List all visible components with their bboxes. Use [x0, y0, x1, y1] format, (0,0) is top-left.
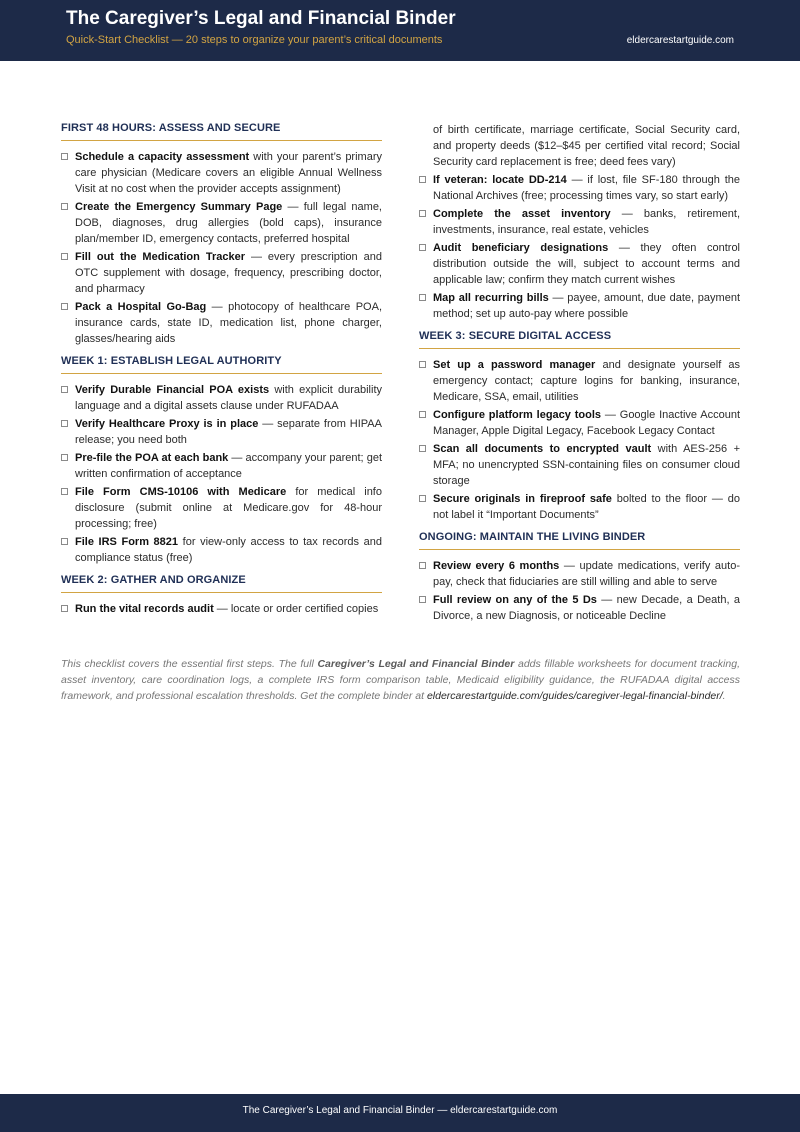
checklist-item-title: Configure platform legacy tools	[433, 409, 602, 421]
checklist-item-title: Fill out the Medication Tracker	[75, 251, 245, 263]
checklist-item-detail: — update medications, verify auto-pay, check that fiduciaries are still willing and able to serve	[433, 560, 740, 588]
checklist-item	[419, 441, 740, 489]
checkbox-icon[interactable]	[61, 303, 68, 310]
checklist-item	[61, 249, 382, 297]
checkbox-icon[interactable]	[419, 210, 426, 217]
section-title: WEEK 3: SECURE DIGITAL ACCESS	[419, 330, 740, 349]
checklist-item-detail: for view-only access to tax records and compliance status (free)	[75, 536, 382, 564]
checklist-item	[61, 382, 382, 414]
checkbox-icon[interactable]	[419, 294, 426, 301]
checklist-item-title: Scan all documents to encrypted vault	[433, 443, 652, 455]
checkbox-icon[interactable]	[61, 153, 68, 160]
note-guide-link[interactable]: eldercarestartguide.com/guides/caregiver-legal-financial-binder/	[426, 690, 723, 702]
section-ongoing	[419, 531, 740, 624]
checklist-item-detail: — they often control distribution outside the will, subject to account terms and applicable law; confirm they match current wishes	[433, 242, 741, 286]
checklist-item	[61, 199, 382, 247]
checklist-item-detail: — if lost, file SF-180 through the National Archives (free; processing times vary, so start early)	[433, 174, 740, 202]
checklist-item	[419, 172, 740, 204]
checklist-item	[419, 206, 740, 238]
checklist-item-continuation: of birth certificate, marriage certificate, Social Security card, and property deeds ($12–$45 per certified vital record; Social Security card replacement is free; deed fees vary)	[433, 124, 740, 168]
section-week-1	[61, 355, 382, 566]
checklist-item-detail: — Google Inactive Account Manager, Apple Digital Legacy, Facebook Legacy Contact	[433, 409, 740, 437]
header-site-link[interactable]: eldercarestartguide.com	[626, 35, 734, 46]
checklist-item-detail: — locate or order certified copies	[213, 603, 379, 615]
checklist-item	[419, 592, 740, 624]
checklist-item-title: File Form CMS-10106 with Medicare	[75, 486, 287, 498]
checklist-item-detail: — new Decade, a Death, a Divorce, a new Diagnosis, or noticeable Decline	[433, 594, 740, 622]
checklist-item-title: Pack a Hospital Go-Bag	[75, 301, 207, 313]
checklist-item	[419, 407, 740, 439]
checklist-item-title: Review every 6 months	[433, 560, 560, 572]
section-title: ONGOING: MAINTAIN THE LIVING BINDER	[419, 531, 740, 550]
page-title: The Caregiver’s Legal and Financial Binder	[66, 8, 456, 29]
checklist-item-detail: with AES-256 + MFA; no unencrypted SSN-containing files on consumer cloud storage	[433, 443, 741, 487]
checklist-item-detail: with explicit durability language and a digital assets clause under RUFADAA	[75, 384, 383, 412]
section-title: WEEK 1: ESTABLISH LEGAL AUTHORITY	[61, 355, 382, 374]
checklist-item-title: Full review on any of the 5 Ds	[433, 594, 597, 606]
checklist-item-title: Verify Healthcare Proxy is in place	[75, 418, 259, 430]
footer-text: The Caregiver’s Legal and Financial Binder — eldercarestartguide.com	[242, 1105, 558, 1116]
checkbox-icon[interactable]	[419, 411, 426, 418]
checklist-item-title: Secure originals in fireproof safe	[433, 493, 612, 505]
checklist-item-title: If veteran: locate DD-214	[433, 174, 567, 186]
checklist-item-title: Map all recurring bills	[433, 292, 549, 304]
checklist-item-title: Create the Emergency Summary Page	[75, 201, 283, 213]
checkbox-icon[interactable]	[419, 562, 426, 569]
checklist-item-detail: — banks, retirement, investments, insurance, real estate, vehicles	[433, 208, 740, 236]
checkbox-icon[interactable]	[61, 203, 68, 210]
page-header	[0, 0, 800, 61]
checklist-item-title: Set up a password manager	[433, 359, 596, 371]
checkbox-icon[interactable]	[419, 244, 426, 251]
checklist-item	[419, 491, 740, 523]
section-week-2-continued	[419, 122, 740, 322]
checkbox-icon[interactable]	[419, 176, 426, 183]
note-text: adds fillable worksheets for document tracking, asset inventory, care coordination logs, a complete IRS form comparison table, Medicaid eligibility guidance, the RUFADAA digital access framework, and professional escalation thresholds. Get the complete binder at	[61, 658, 740, 702]
closing-note	[61, 656, 740, 704]
page-footer	[0, 1094, 800, 1132]
checklist-item-detail: — every prescription and OTC supplement with dosage, frequency, prescribing doctor, and pharmacy	[75, 251, 382, 295]
right-column	[419, 122, 740, 632]
checklist-item	[419, 290, 740, 322]
checklist-item-title: Complete the asset inventory	[433, 208, 611, 220]
checklist-item-detail: — separate from HIPAA release; you need both	[75, 418, 382, 446]
section-first-48-hours	[61, 122, 382, 347]
checkbox-icon[interactable]	[61, 538, 68, 545]
checkbox-icon[interactable]	[419, 445, 426, 452]
checkbox-icon[interactable]	[61, 454, 68, 461]
checkbox-icon[interactable]	[61, 488, 68, 495]
checklist-item-title: Run the vital records audit	[75, 603, 214, 615]
checklist-item	[61, 450, 382, 482]
checklist-item-title: File IRS Form 8821	[75, 536, 179, 548]
checkbox-icon[interactable]	[61, 420, 68, 427]
checklist-item	[61, 484, 382, 532]
note-text: .	[722, 690, 726, 702]
checklist-item	[61, 299, 382, 347]
checklist-item-detail: — photocopy of healthcare POA, insurance cards, state ID, medication list, phone charger, glasses/hearing aids	[75, 301, 383, 345]
checklist-item-title: Schedule a capacity assessment	[75, 151, 250, 163]
checklist-item-detail: with your parent’s primary care physician (Medicare covers an eligible Annual Wellness Visit at no cost when the provider accepts assignment)	[75, 151, 382, 195]
checkbox-icon[interactable]	[61, 386, 68, 393]
checklist-item-detail: — full legal name, DOB, diagnoses, drug allergies (bold caps), insurance plan/member ID, emergency contacts, preferred hospital	[75, 201, 382, 245]
checklist-item	[419, 357, 740, 405]
checkbox-icon[interactable]	[61, 605, 68, 612]
checklist-item	[61, 149, 382, 197]
checkbox-icon[interactable]	[419, 495, 426, 502]
checklist-item	[61, 416, 382, 448]
section-week-3	[419, 330, 740, 523]
checklist-item-title: Verify Durable Financial POA exists	[75, 384, 270, 396]
section-title: WEEK 2: GATHER AND ORGANIZE	[61, 574, 382, 593]
checklist-item-detail: for medical info disclosure (submit online at Medicare.gov for 48-hour processing; free)	[75, 486, 382, 530]
checklist-item	[419, 558, 740, 590]
checklist-item-detail: and designate yourself as emergency contact; capture logins for banking, insurance, Medicare, SSA, email, utilities	[433, 359, 740, 403]
section-title: FIRST 48 HOURS: ASSESS AND SECURE	[61, 122, 382, 141]
left-column	[61, 122, 382, 625]
note-binder-name: Caregiver’s Legal and Financial Binder	[317, 658, 515, 670]
checkbox-icon[interactable]	[419, 596, 426, 603]
checklist-item	[419, 240, 740, 288]
checkbox-icon[interactable]	[61, 253, 68, 260]
checklist-item-detail: — accompany your parent; get written confirmation of acceptance	[75, 452, 382, 480]
note-text: This checklist covers the essential first steps. The full	[61, 658, 318, 670]
checklist-item	[61, 534, 382, 566]
page-subtitle: Quick-Start Checklist — 20 steps to organize your parent’s critical documents	[66, 34, 443, 46]
section-week-2	[61, 574, 382, 617]
checklist-item	[61, 601, 382, 617]
checklist-item-title: Audit beneficiary designations	[433, 242, 609, 254]
checkbox-icon[interactable]	[419, 361, 426, 368]
checklist-item-detail: — payee, amount, due date, payment method; set up auto-pay where possible	[433, 292, 740, 320]
checklist-item-detail: bolted to the floor — do not label it “Important Documents”	[433, 493, 740, 521]
checklist-item-title: Pre-file the POA at each bank	[75, 452, 229, 464]
